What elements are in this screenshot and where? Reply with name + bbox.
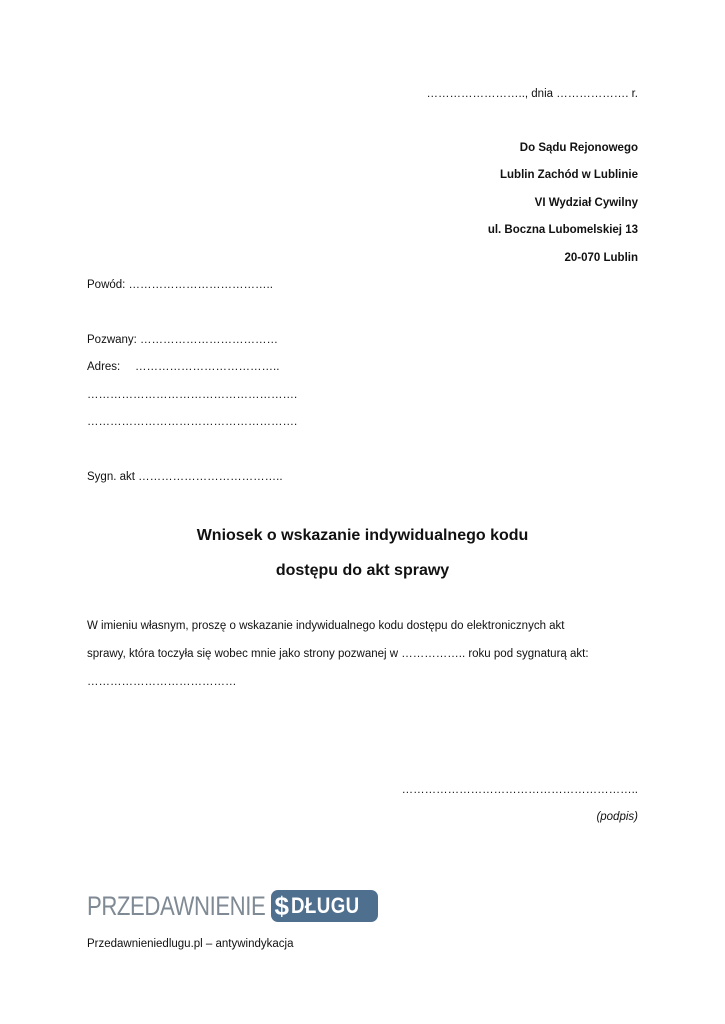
body-text-line: W imieniu własnym, proszę o wskazanie indywidualnego kodu dostępu do elektronicznych akt: [87, 620, 565, 632]
body-text-line: …………………………………: [87, 676, 237, 688]
plaintiff-line: Powód: ………………………………..: [87, 279, 273, 291]
logo-badge: [271, 890, 378, 922]
logo-text-primary: PRZEDAWNIENIE: [87, 890, 266, 921]
footer-text: Przedawnieniedlugu.pl – antywindykacja: [87, 938, 294, 950]
logo-text-secondary: DŁUGU: [290, 893, 360, 918]
addressee-line: Lublin Zachód w Lublinie: [500, 169, 638, 181]
body-text-line: sprawy, która toczyła się wobec mnie jako strony pozwanej w …………….. roku pod sygnaturą akt:: [87, 648, 589, 660]
address-line: ……………………………………………….: [87, 389, 298, 401]
signature-line: ……………………………………………………..: [401, 784, 638, 796]
document-title: dostępu do akt sprawy: [275, 562, 450, 579]
addressee-line: ul. Boczna Lubomelskiej 13: [487, 224, 638, 236]
addressee-line: Do Sądu Rejonowego: [519, 142, 638, 154]
dollar-icon: $: [274, 890, 289, 921]
date-line: …………………….., dnia ………………. r.: [426, 88, 638, 100]
defendant-line: Pozwany: ………………………………: [87, 334, 279, 346]
brand-logo: [87, 888, 378, 924]
address-label: Adres:: [87, 361, 121, 373]
address-line: ……………………………………………….: [87, 416, 298, 428]
signature-label: (podpis): [596, 811, 638, 823]
case-reference: Sygn. akt ………………………………..: [87, 471, 283, 483]
addressee-line: 20-070 Lublin: [564, 252, 638, 264]
address-value: ………………………………..: [135, 361, 280, 373]
document-title: Wniosek o wskazanie indywidualnego kodu: [196, 527, 529, 544]
addressee-line: VI Wydział Cywilny: [534, 197, 638, 209]
